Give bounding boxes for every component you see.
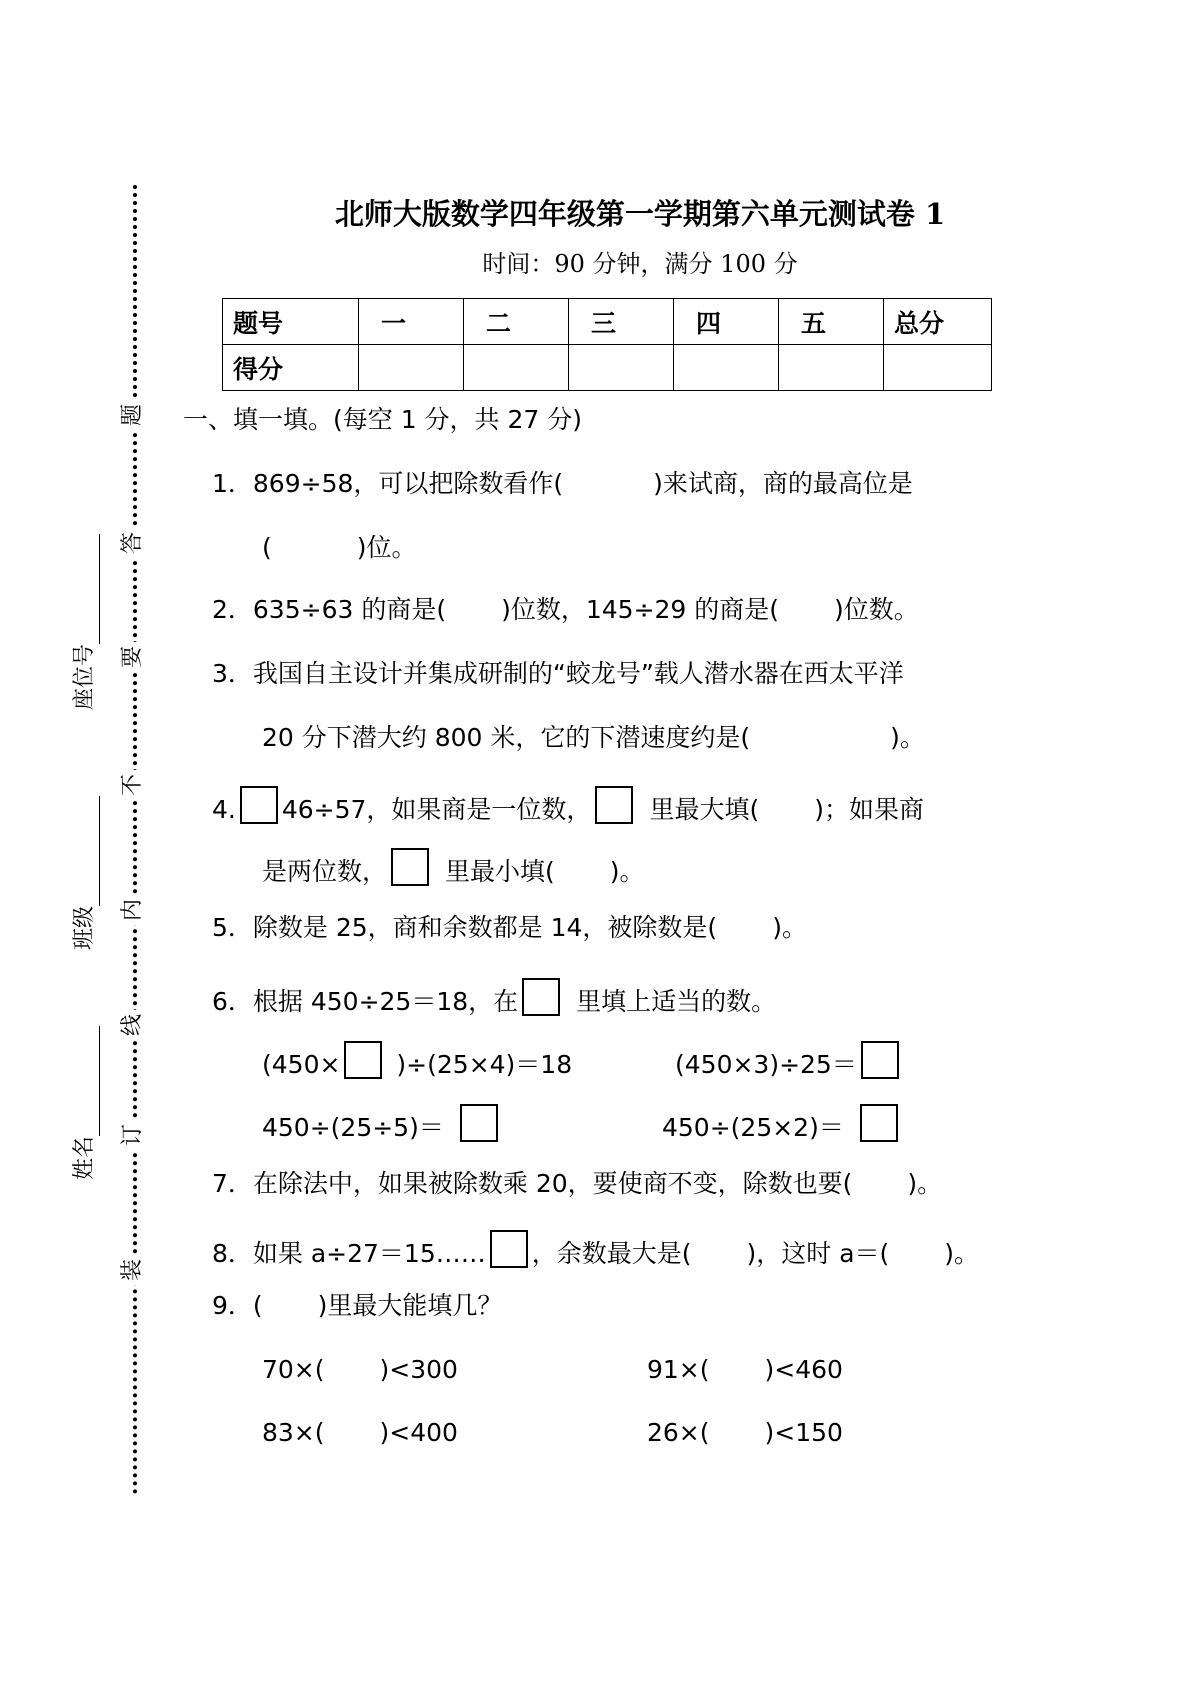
question-number: 3． bbox=[212, 659, 253, 688]
question-9-ineq-1: 70×( )<300 bbox=[262, 1355, 458, 1384]
question-9: 9．( )里最大能填几？ bbox=[212, 1291, 503, 1320]
question-number: 9． bbox=[212, 1291, 253, 1320]
class-field bbox=[70, 796, 100, 950]
score-row-label: 得分 bbox=[223, 345, 359, 391]
question-3-line-1: 3．我国自主设计并集成研制的“蛟龙号”载人潜水器在西太平洋 bbox=[212, 659, 904, 688]
question-number: 1． bbox=[212, 469, 253, 498]
section-heading: 一、填一填。(每空 1 分，共 27 分) bbox=[183, 405, 583, 434]
question-4-line-1: 4. 46÷57，如果商是一位数， 里最大填( )；如果商 bbox=[212, 786, 924, 828]
question-5: 5．除数是 25，商和余数都是 14，被除数是( )。 bbox=[212, 913, 807, 942]
score-header-cell: 总分 bbox=[884, 299, 992, 345]
question-6-eq-3: 450÷(25÷5)＝ bbox=[262, 1104, 502, 1146]
question-9-ineq-4: 26×( )<150 bbox=[647, 1418, 843, 1447]
question-number: 5． bbox=[212, 913, 253, 942]
seat-field bbox=[70, 534, 100, 710]
class-label: 班级 bbox=[72, 905, 97, 950]
answer-box[interactable] bbox=[861, 1041, 899, 1079]
question-9-ineq-3: 83×( )<400 bbox=[262, 1418, 458, 1447]
score-header-row bbox=[223, 299, 992, 345]
score-cell[interactable] bbox=[464, 345, 569, 391]
seal-char: 答 bbox=[118, 528, 148, 558]
name-label: 姓名 bbox=[72, 1135, 97, 1180]
question-9-ineq-2: 91×( )<460 bbox=[647, 1355, 843, 1384]
question-1-line-1: 1．869÷58，可以把除数看作( )来试商，商的最高位是 bbox=[212, 469, 913, 498]
score-cell[interactable] bbox=[359, 345, 464, 391]
seal-char: 订 bbox=[118, 1120, 148, 1150]
question-number: 6． bbox=[212, 987, 253, 1016]
seat-blank[interactable] bbox=[77, 534, 100, 644]
question-6: 6．根据 450÷25＝18，在 里填上适当的数。 bbox=[212, 978, 776, 1020]
question-6-eq-1: (450× )÷(25×4)＝18 bbox=[262, 1041, 572, 1083]
score-cell[interactable] bbox=[569, 345, 674, 391]
seal-char: 装 bbox=[118, 1255, 148, 1285]
class-blank[interactable] bbox=[77, 796, 100, 906]
question-number: 4. bbox=[212, 795, 236, 824]
score-header-cell: 题号 bbox=[223, 299, 359, 345]
question-number: 7． bbox=[212, 1169, 253, 1198]
seal-char: 内 bbox=[118, 895, 148, 925]
answer-box[interactable] bbox=[344, 1041, 382, 1079]
score-cell[interactable] bbox=[884, 345, 992, 391]
name-field bbox=[70, 1026, 100, 1180]
seal-char: 要 bbox=[118, 642, 148, 672]
score-value-row bbox=[223, 345, 992, 391]
answer-box[interactable] bbox=[460, 1104, 498, 1142]
score-cell[interactable] bbox=[674, 345, 779, 391]
page-subtitle: 时间：90 分钟，满分 100 分 bbox=[482, 250, 798, 278]
page-title: 北师大版数学四年级第一学期第六单元测试卷 1 bbox=[334, 197, 946, 231]
name-blank[interactable] bbox=[77, 1026, 100, 1136]
question-1-line-2: ( )位。 bbox=[262, 533, 417, 562]
question-8: 8．如果 a÷27＝15…… ，余数最大是( )，这时 a＝( )。 bbox=[212, 1230, 979, 1272]
seal-char: 题 bbox=[118, 400, 148, 430]
answer-box[interactable] bbox=[595, 786, 633, 824]
score-header-cell: 三 bbox=[569, 299, 674, 345]
score-table bbox=[222, 298, 992, 391]
answer-box[interactable] bbox=[391, 848, 429, 886]
question-6-eq-2: (450×3)÷25＝ bbox=[675, 1041, 903, 1083]
seat-label: 座位号 bbox=[72, 643, 97, 710]
seal-char: 不 bbox=[118, 770, 148, 800]
score-header-cell: 五 bbox=[779, 299, 884, 345]
question-2: 2．635÷63 的商是( )位数，145÷29 的商是( )位数。 bbox=[212, 595, 919, 624]
score-header-cell: 一 bbox=[359, 299, 464, 345]
answer-box[interactable] bbox=[522, 978, 560, 1016]
question-3-line-2: 20 分下潜大约 800 米，它的下潜速度约是( )。 bbox=[262, 723, 925, 752]
score-header-cell: 四 bbox=[674, 299, 779, 345]
question-7: 7．在除法中，如果被除数乘 20，要使商不变，除数也要( )。 bbox=[212, 1169, 943, 1198]
question-6-eq-4: 450÷(25×2)＝ bbox=[662, 1104, 902, 1146]
answer-box[interactable] bbox=[490, 1230, 528, 1268]
score-cell[interactable] bbox=[779, 345, 884, 391]
question-number: 8． bbox=[212, 1239, 253, 1268]
answer-box[interactable] bbox=[860, 1104, 898, 1142]
binding-dotted-line bbox=[133, 185, 137, 1495]
question-4-line-2: 是两位数， 里最小填( )。 bbox=[262, 848, 645, 890]
seal-char: 线 bbox=[118, 1010, 148, 1040]
answer-box[interactable] bbox=[240, 786, 278, 824]
score-header-cell: 二 bbox=[464, 299, 569, 345]
question-number: 2． bbox=[212, 595, 253, 624]
